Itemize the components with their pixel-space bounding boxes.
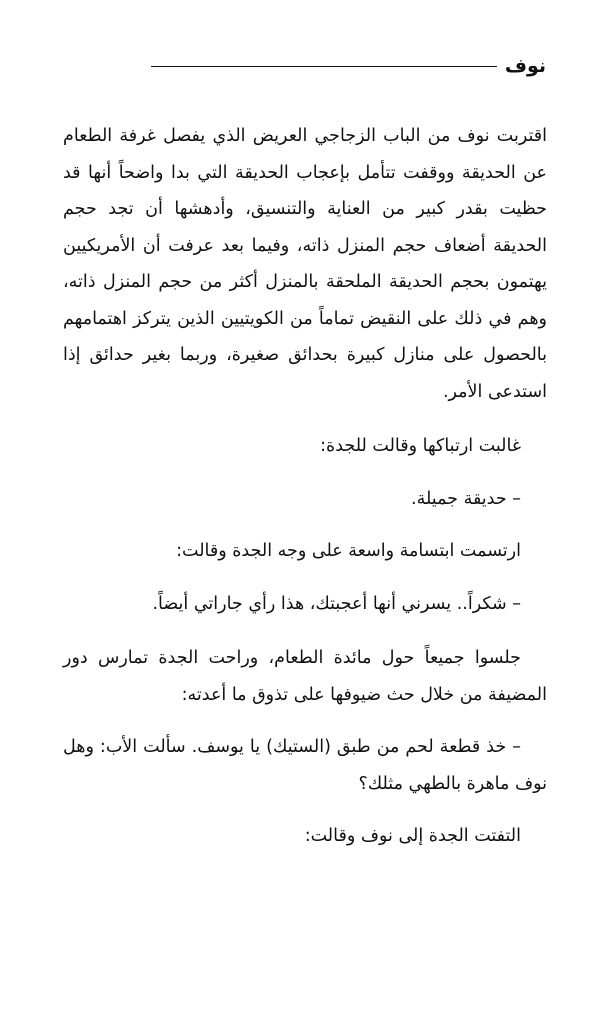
paragraph-narration: ارتسمت ابتسامة واسعة على وجه الجدة وقالت: (176, 541, 521, 561)
paragraph-dialogue: – حديقة جميلة. (411, 488, 521, 509)
body-text (63, 118, 547, 855)
running-header (151, 52, 546, 80)
paragraph-dialogue: – خذ قطعة لحم من طبق (الستيك) يا يوسف. سألت الأب: وهل نوف ماهرة بالطهي مثلك؟ (63, 737, 547, 794)
paragraph-garden-description: اقتربت نوف من الباب الزجاجي العريض الذي يفصل غرفة الطعام عن الحديقة ووقفت تتأمل بإعجاب الحديقة التي بدا واضحاً أنها قد حظيت بقدر كبير من العناية والتنسيق، وأدهشها أن تجد حجم الحديقة أضعاف حجم المنزل ذاته، وفيما بعد عرفت أن الأمريكيين يهتمون بحجم الحديقة الملحقة بالمنزل أكثر من حجم المنزل ذاته، وهم في ذلك على النقيض تماماً من الكويتيين الذين يتركز اهتمامهم بالحصول على منازل كبيرة بحدائق صغيرة، وربما بغير حدائق إذا استدعى الأمر. (63, 126, 547, 402)
header-rule (151, 66, 497, 67)
paragraph-narration: غالبت ارتباكها وقالت للجدة: (320, 436, 521, 456)
paragraph-dialogue: – شكراً.. يسرني أنها أعجبتك، هذا رأي جاراتي أيضاً. (152, 593, 521, 614)
running-title: نوف (504, 55, 546, 77)
paragraph-narration: التفتت الجدة إلى نوف وقالت: (304, 826, 521, 846)
paragraph-narration: جلسوا جميعاً حول مائدة الطعام، وراحت الجدة تمارس دور المضيفة من خلال حث ضيوفها على تذوق ما أعدته: (63, 648, 547, 705)
